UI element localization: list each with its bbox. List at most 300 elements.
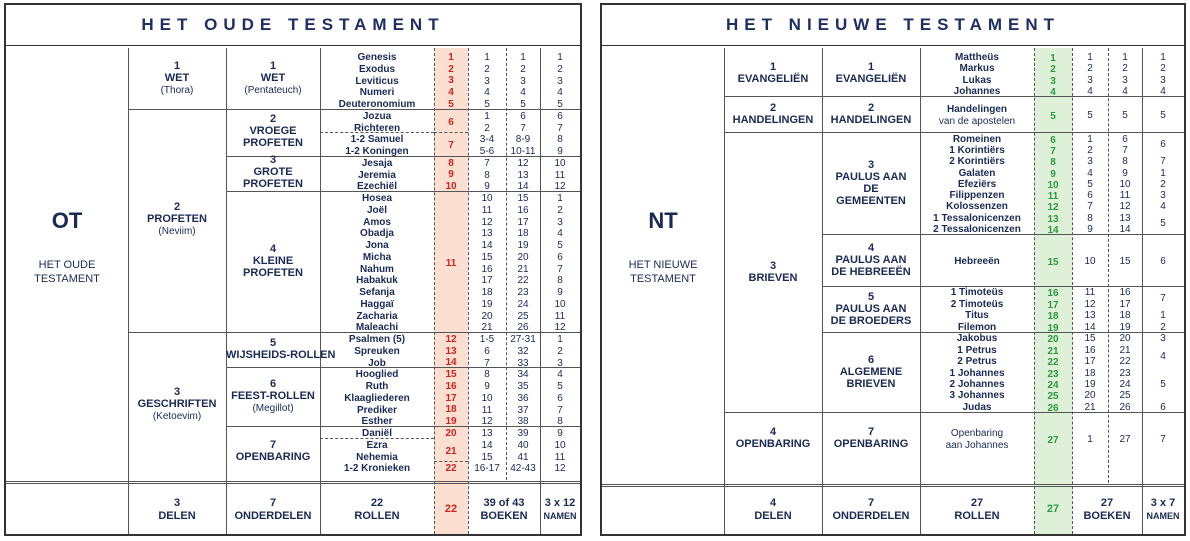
nt-count-b: 5: [1122, 110, 1128, 121]
nt-title: HET NIEUWE TESTAMENT: [602, 5, 1184, 46]
nt-count-a: 12: [1084, 298, 1096, 310]
ot-count-c: 6: [557, 110, 563, 122]
nt-roll-number: 12: [1047, 202, 1059, 214]
nt-count-a: 6: [1087, 190, 1093, 202]
nt-count-b: 18: [1119, 310, 1131, 322]
nt-count-c: 7: [1160, 433, 1166, 445]
ot-count-a: 3: [484, 75, 490, 87]
ot-book: Psalmen (5): [348, 334, 406, 345]
grid-line: [6, 481, 580, 482]
ot-book: Hooglied: [355, 369, 399, 381]
ot-roll-number: 13: [445, 345, 457, 357]
ot-roll-number: 21: [445, 445, 457, 457]
ot-count-a: 1: [484, 110, 490, 122]
ot-subpart-line: (Pentateuch): [244, 85, 302, 97]
ot-count-a: 14: [481, 439, 493, 451]
nt-subpart-line: ALGEMENE: [839, 365, 903, 378]
ot-count-b: 7: [520, 122, 526, 134]
nt-footer-roll-total: 27: [1046, 503, 1060, 515]
ot-count-a: 20: [481, 310, 493, 322]
ot-roll-number: 14: [445, 357, 457, 369]
nt-book: 1 Johannes: [949, 367, 1005, 379]
nt-book: Kolossenzen: [946, 201, 1008, 213]
nt-subpart-line: 4: [867, 241, 875, 254]
nt-part-line: OPENBARING: [735, 437, 811, 450]
nt-book: Galaten: [958, 167, 996, 179]
ot-book: Obadja: [360, 228, 394, 240]
ot-big-sublabel: HET OUDE TESTAMENT: [34, 259, 100, 285]
nt-footer-name-label: NAMEN: [1146, 511, 1180, 521]
ot-count-a: 1-5: [479, 334, 495, 345]
nt-count-c: 3: [1160, 74, 1166, 86]
ot-book: Micha: [362, 251, 392, 263]
nt-count-a: 1: [1087, 133, 1093, 145]
nt-subpart-line: EVANGELIËN: [835, 73, 907, 85]
nt-roll-number: 8: [1050, 157, 1056, 169]
ot-count-b: 8-9: [515, 134, 531, 146]
ot-book: Job: [368, 357, 386, 369]
nt-count-a: 5: [1087, 110, 1093, 121]
ot-count-b: 42-43: [510, 463, 536, 475]
nt-roll-number: 20: [1047, 334, 1059, 346]
nt-count-b: 17: [1119, 298, 1131, 310]
nt-roll-number: 23: [1047, 368, 1059, 380]
ot-book: Nahum: [360, 263, 394, 275]
ot-count-a: 6: [484, 345, 490, 357]
ot-count-a: 7: [484, 357, 490, 369]
nt-book: Openbaring: [950, 427, 1004, 439]
ot-roll-number: 15: [445, 369, 457, 381]
ot-count-c: 4: [557, 87, 563, 99]
nt-part-line: 4: [769, 425, 777, 438]
nt-count-a: 11: [1084, 287, 1096, 299]
nt-roll-number: 19: [1047, 322, 1059, 334]
ot-roll-number: 10: [445, 181, 457, 193]
ot-count-c: 3: [557, 216, 563, 228]
ot-roll-number: 11: [445, 257, 457, 269]
nt-count-c: 6: [1160, 139, 1166, 151]
nt-panel: [600, 3, 1186, 536]
grid-line: [434, 156, 468, 157]
nt-roll-number: 22: [1047, 357, 1059, 369]
ot-count-a: 10: [481, 193, 493, 204]
nt-roll-number: 2: [1050, 64, 1056, 76]
ot-count-a: 13: [481, 228, 493, 240]
ot-count-b: 20: [517, 251, 529, 263]
ot-roll-number: 20: [445, 427, 457, 439]
nt-book: Lukas: [962, 74, 992, 86]
ot-part-line: PROFETEN: [147, 213, 207, 226]
ot-count-a: 11: [481, 204, 493, 216]
ot-book: Haggaï: [360, 298, 394, 310]
ot-book: Jesaja: [361, 157, 393, 169]
nt-subpart-line: 3: [867, 158, 875, 171]
ot-roll-number: 17: [445, 392, 457, 404]
ot-count-c: 1: [557, 52, 563, 63]
ot-count-c: 9: [557, 146, 563, 157]
nt-book: Judas: [962, 401, 992, 413]
ot-part-line: (Neviim): [158, 226, 196, 238]
ot-book: 1-2 Kronieken: [343, 463, 411, 475]
ot-count-b: 33: [517, 357, 529, 369]
nt-count-b: 11: [1119, 190, 1131, 202]
ot-part-line: 2: [173, 201, 181, 214]
nt-roll-number: 25: [1047, 391, 1059, 403]
ot-count-a: 9: [484, 381, 490, 392]
ot-book: Prediker: [356, 404, 398, 416]
nt-count-a: 14: [1084, 321, 1096, 333]
ot-count-a: 5: [484, 99, 490, 110]
ot-roll-number: 5: [448, 98, 454, 110]
ot-count-b: 40: [517, 439, 529, 451]
ot-book: 1-2 Koningen: [345, 146, 409, 157]
nt-count-a: 17: [1084, 356, 1096, 368]
nt-count-a: 16: [1084, 344, 1096, 356]
ot-subpart-line: 4: [269, 242, 277, 255]
ot-book: Amos: [363, 216, 391, 228]
nt-count-b: 13: [1119, 212, 1131, 224]
ot-book: Richteren: [353, 122, 401, 134]
ot-count-b: 14: [517, 181, 529, 193]
ot-part-line: (Ketoevim): [152, 410, 202, 422]
nt-count-c: 6: [1160, 255, 1166, 267]
ot-count-b: 18: [517, 228, 529, 240]
ot-count-c: 11: [554, 169, 566, 181]
ot-footer-book-label: BOEKEN: [480, 510, 528, 522]
ot-subpart-line: 3: [269, 154, 277, 167]
ot-subpart-line: WET: [260, 72, 286, 85]
nt-book: 2 Korintiërs: [949, 156, 1005, 168]
ot-book: Ezechiël: [356, 181, 398, 193]
ot-book: Numeri: [359, 87, 395, 99]
nt-subpart-line: HANDELINGEN: [830, 114, 912, 126]
ot-book: Spreuken: [354, 345, 400, 357]
ot-count-c: 1: [557, 193, 563, 204]
nt-roll-number: 18: [1047, 311, 1059, 323]
ot-book: Ezra: [366, 439, 388, 451]
ot-footer-roll-label: ROLLEN: [354, 510, 400, 522]
nt-footer-name-count: 3 x 7: [1150, 497, 1176, 509]
ot-book: Genesis: [357, 52, 397, 63]
ot-count-b: 6: [520, 110, 526, 122]
nt-subpart-line: 2: [867, 102, 875, 114]
ot-count-b: 12: [517, 157, 529, 169]
ot-book: Habakuk: [356, 275, 398, 287]
nt-book: Filippenzen: [949, 190, 1005, 202]
nt-count-b: 22: [1119, 356, 1131, 368]
ot-count-c: 10: [554, 298, 566, 310]
nt-roll-number: 11: [1047, 191, 1059, 203]
nt-subpart-line: 5: [867, 290, 875, 303]
nt-count-b: 21: [1119, 344, 1131, 356]
ot-count-a: 8: [484, 169, 490, 181]
nt-roll-number: 21: [1047, 345, 1059, 357]
ot-count-c: 5: [557, 99, 563, 110]
nt-count-a: 2: [1087, 63, 1093, 75]
ot-roll-number: 3: [448, 75, 454, 87]
nt-book: 2 Timoteüs: [950, 298, 1004, 310]
nt-roll-number: 9: [1050, 168, 1056, 180]
nt-count-a: 1: [1087, 433, 1093, 445]
nt-count-b: 9: [1122, 167, 1128, 179]
ot-book: Sefanja: [359, 287, 395, 298]
ot-count-b: 24: [517, 298, 529, 310]
nt-count-b: 2: [1122, 63, 1128, 75]
ot-count-b: 35: [517, 381, 529, 392]
nt-count-a: 9: [1087, 224, 1093, 236]
nt-count-b: 24: [1119, 379, 1131, 390]
ot-part-line: 1: [173, 60, 181, 73]
ot-subpart-line: 5: [269, 336, 277, 349]
grid-line: [434, 132, 468, 133]
ot-roll-number: 9: [448, 169, 454, 181]
ot-count-c: 10: [554, 439, 566, 451]
nt-book: Filemon: [957, 321, 997, 333]
ot-book: Deuteronomium: [338, 99, 416, 110]
ot-footer-roll-total: 22: [444, 503, 458, 515]
ot-roll-number: 4: [448, 87, 454, 99]
nt-roll-number: 13: [1047, 213, 1059, 225]
ot-count-a: 13: [481, 428, 493, 439]
ot-count-a: 14: [481, 240, 493, 251]
nt-count-a: 18: [1084, 367, 1096, 379]
ot-count-a: 7: [484, 157, 490, 169]
ot-count-c: 2: [557, 63, 563, 75]
ot-count-a: 4: [484, 87, 490, 99]
nt-book: 3 Johannes: [949, 390, 1005, 402]
ot-footer-name-count: 3 x 12: [544, 497, 576, 509]
nt-count-c: 5: [1160, 218, 1166, 230]
nt-part-line: EVANGELIËN: [737, 73, 809, 85]
ot-part-line: 3: [173, 385, 181, 398]
ot-count-a: 5-6: [479, 146, 495, 157]
ot-count-c: 11: [554, 310, 566, 322]
ot-count-b: 19: [517, 240, 529, 251]
ot-count-b: 22: [517, 275, 529, 287]
ot-count-a: 16: [481, 263, 493, 275]
ot-count-a: 2: [484, 63, 490, 75]
nt-book: Titus: [965, 310, 989, 322]
ot-count-c: 4: [557, 228, 563, 240]
ot-big-label: OT: [51, 208, 83, 233]
ot-footer-name-label: NAMEN: [543, 511, 577, 521]
ot-count-b: 38: [517, 416, 529, 428]
ot-count-a: 19: [481, 298, 493, 310]
nt-part-line: 1: [769, 61, 777, 73]
ot-book: Hosea: [361, 193, 392, 204]
nt-footer-sub-count: 7: [867, 497, 875, 509]
nt-roll-number: 26: [1047, 402, 1059, 414]
nt-count-c: 1: [1160, 51, 1166, 63]
nt-count-a: 20: [1084, 390, 1096, 402]
nt-count-b: 23: [1119, 367, 1131, 379]
nt-subpart-line: DE: [863, 182, 879, 195]
ot-count-b: 21: [517, 263, 529, 275]
nt-footer-roll-label: ROLLEN: [954, 510, 1000, 522]
ot-count-c: 7: [557, 122, 563, 134]
ot-subpart-line: PROFETEN: [243, 137, 303, 150]
nt-count-a: 19: [1084, 379, 1096, 390]
ot-count-c: 2: [557, 345, 563, 357]
ot-subpart-line: PROFETEN: [243, 178, 303, 191]
ot-book: Zacharia: [356, 310, 398, 322]
nt-count-a: 5: [1087, 178, 1093, 190]
nt-count-b: 14: [1119, 224, 1131, 236]
ot-count-c: 8: [557, 134, 563, 146]
ot-footer-roll-count: 22: [370, 497, 384, 509]
nt-count-a: 10: [1084, 255, 1096, 267]
ot-subpart-line: VROEGE: [249, 125, 297, 138]
nt-roll-number: 5: [1050, 111, 1056, 122]
ot-count-b: 37: [517, 404, 529, 416]
ot-count-a: 15: [481, 251, 493, 263]
nt-count-c: 6: [1160, 401, 1166, 413]
ot-subpart-line: 6: [269, 377, 277, 390]
nt-count-b: 3: [1122, 74, 1128, 86]
ot-subpart-line: (Megillot): [252, 402, 294, 414]
ot-subpart-line: WIJSHEIDS-ROLLEN: [226, 348, 336, 361]
ot-count-c: 12: [554, 322, 566, 334]
ot-count-b: 16: [517, 204, 529, 216]
ot-count-c: 12: [554, 463, 566, 475]
nt-book: Efeziërs: [957, 178, 997, 190]
ot-book: 1-2 Samuel: [350, 134, 404, 146]
ot-footer-part-count: 3: [173, 497, 181, 509]
ot-count-a: 3-4: [479, 134, 495, 146]
nt-book: Johannes: [953, 86, 1001, 98]
nt-count-b: 27: [1119, 433, 1131, 445]
ot-count-b: 23: [517, 287, 529, 298]
ot-subpart-line: FEEST-ROLLEN: [231, 389, 315, 402]
ot-count-c: 12: [554, 181, 566, 193]
nt-roll-number: 16: [1047, 288, 1059, 300]
nt-count-b: 15: [1119, 255, 1131, 267]
nt-book: 2 Petrus: [957, 356, 997, 368]
ot-count-c: 8: [557, 275, 563, 287]
nt-count-c: 7: [1160, 156, 1166, 168]
nt-subpart-line: PAULUS AAN: [835, 170, 907, 183]
nt-count-b: 1: [1122, 51, 1128, 63]
ot-footer-sub-count: 7: [269, 497, 277, 509]
ot-book: Exodus: [358, 63, 396, 75]
ot-count-a: 2: [484, 122, 490, 134]
nt-book: Handelingen: [946, 104, 1007, 115]
ot-count-c: 2: [557, 204, 563, 216]
nt-part-line: 2: [769, 102, 777, 114]
grid-line: [602, 486, 1184, 487]
ot-book: Ruth: [365, 381, 389, 392]
nt-footer-part-count: 4: [769, 497, 777, 509]
ot-count-b: 34: [517, 369, 529, 381]
ot-count-c: 7: [557, 404, 563, 416]
nt-book: Jakobus: [956, 333, 998, 345]
ot-count-b: 1: [520, 52, 526, 63]
ot-roll-number: 7: [448, 140, 454, 151]
nt-book: Markus: [959, 63, 995, 75]
ot-count-b: 26: [517, 322, 529, 334]
ot-footer-sub-label: ONDERDELEN: [234, 510, 312, 522]
nt-big-label: NT: [648, 208, 678, 233]
nt-count-c: 2: [1160, 63, 1166, 75]
nt-part-line: 3: [769, 259, 777, 272]
ot-count-b: 39: [517, 428, 529, 439]
ot-book: Jozua: [362, 110, 392, 122]
ot-count-b: 10-11: [510, 146, 536, 157]
nt-subpart-line: 7: [867, 425, 875, 438]
ot-footer-book-count: 39 of 43: [483, 497, 525, 509]
nt-subpart-line: PAULUS AAN: [835, 302, 907, 315]
nt-count-b: 12: [1119, 201, 1131, 213]
nt-book: 2 Johannes: [949, 379, 1005, 390]
nt-roll-number: 10: [1047, 179, 1059, 191]
nt-count-b: 7: [1122, 144, 1128, 156]
ot-count-c: 5: [557, 381, 563, 392]
nt-count-c: 4: [1160, 86, 1166, 98]
ot-count-b: 27-31: [510, 334, 536, 345]
nt-book: 1 Tessalonicenzen: [933, 212, 1021, 224]
nt-count-b: 20: [1119, 333, 1131, 345]
ot-count-a: 21: [481, 322, 493, 334]
nt-roll-number: 7: [1050, 145, 1056, 157]
nt-count-a: 4: [1087, 167, 1093, 179]
ot-roll-number: 16: [445, 380, 457, 392]
ot-count-b: 15: [517, 193, 529, 204]
nt-roll-number: 3: [1050, 75, 1056, 87]
grid-line: [6, 483, 580, 484]
ot-roll-number: 2: [448, 63, 454, 75]
ot-count-a: 12: [481, 216, 493, 228]
nt-roll-number: 14: [1047, 225, 1059, 237]
ot-count-b: 5: [520, 99, 526, 110]
nt-roll-number: 15: [1047, 256, 1059, 268]
nt-book: Hebreeën: [954, 255, 1000, 267]
ot-count-a: 11: [481, 404, 493, 416]
ot-book: Daniël: [361, 428, 392, 439]
ot-part-line: WET: [164, 72, 190, 85]
ot-title: HET OUDE TESTAMENT: [6, 5, 580, 46]
ot-count-a: 8: [484, 369, 490, 381]
nt-footer-book-count: 27: [1100, 497, 1114, 509]
ot-count-b: 4: [520, 87, 526, 99]
nt-subpart-line: DE BROEDERS: [830, 314, 912, 327]
nt-count-c: 3: [1160, 333, 1166, 345]
ot-roll-number: 22: [445, 463, 457, 475]
nt-count-a: 1: [1087, 51, 1093, 63]
ot-count-a: 10: [481, 392, 493, 404]
nt-footer-part-label: DELEN: [754, 510, 792, 522]
nt-roll-number: 4: [1050, 87, 1056, 99]
nt-subpart-line: GEMEENTEN: [836, 194, 906, 207]
nt-subpart-line: 6: [867, 353, 875, 366]
nt-book: 2 Tessalonicenzen: [933, 224, 1021, 236]
nt-count-b: 8: [1122, 156, 1128, 168]
ot-count-c: 3: [557, 75, 563, 87]
ot-count-c: 6: [557, 392, 563, 404]
ot-panel: [4, 3, 582, 536]
ot-count-c: 1: [557, 334, 563, 345]
nt-count-c: 4: [1160, 201, 1166, 213]
nt-subpart-line: PAULUS AAN: [835, 253, 907, 266]
ot-count-a: 1: [484, 52, 490, 63]
nt-book: 1 Timoteüs: [950, 287, 1004, 299]
nt-count-b: 16: [1119, 287, 1131, 299]
ot-book: Jona: [365, 240, 389, 251]
nt-count-c: 2: [1160, 178, 1166, 190]
nt-count-c: 5: [1160, 379, 1166, 390]
ot-book: Nehemia: [356, 451, 398, 463]
ot-roll-number: 19: [445, 416, 457, 428]
ot-count-c: 8: [557, 416, 563, 428]
